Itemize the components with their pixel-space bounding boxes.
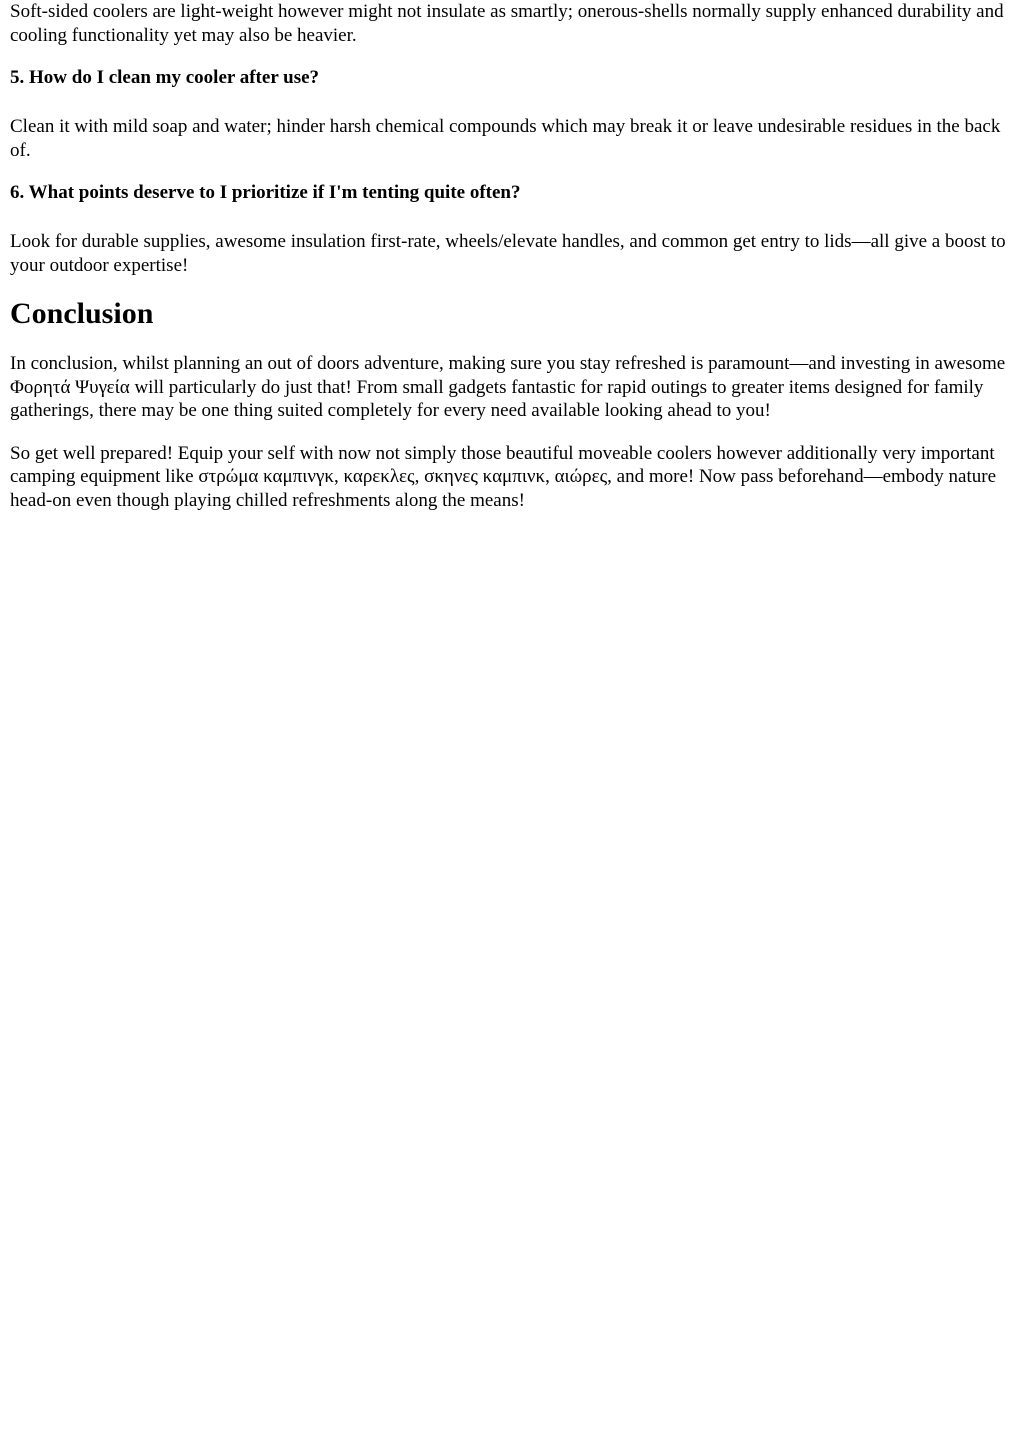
article-content <box>0 0 1024 512</box>
faq-answer-5: Clean it with mild soap and water; hinder harsh chemical compounds which may break it or leave undesirable residues in the back of. <box>10 116 1001 161</box>
link-camping-tents[interactable]: σκηνες καμπινκ <box>424 466 546 487</box>
faq-answer-4: Soft-sided coolers are light-weight however might not insulate as smartly; onerous-shells normally supply enhanced durability and cooling functionality yet may also be heavier. <box>10 1 1004 46</box>
link-hammocks[interactable]: αιώρες <box>554 466 608 487</box>
conclusion-p2-text-start: So get well prepared! Equip your self with now not simply those beautiful moveable coolers however additionally very important camping equipment like <box>10 442 995 487</box>
conclusion-paragraph-1 <box>10 352 1014 423</box>
separator: , <box>333 466 344 487</box>
conclusion-p2-text-end: , and more! Now pass beforehand—embody nature head-on even though playing chilled refreshments along the means! <box>10 466 997 511</box>
separator: , <box>414 466 425 487</box>
faq-question-5: 5. How do I clean my cooler after use? <box>10 67 320 88</box>
faq-answer-6: Look for durable supplies, awesome insulation first-rate, wheels/elevate handles, and common get entry to lids—all give a boost to your outdoor expertise! <box>10 231 1006 276</box>
link-chairs[interactable]: καρεκλες <box>343 466 415 487</box>
faq-question-6: 6. What points deserve to I prioritize if I'm tenting quite often? <box>10 182 521 203</box>
conclusion-p1-text-end: will particularly do just that! From small gadgets fantastic for rapid outings to greater items designed for family gatherings, there may be one thing suited completely for every need available looking ahead to you! <box>10 376 984 421</box>
conclusion-heading: Conclusion <box>10 297 154 330</box>
link-portable-coolers[interactable]: Φορητά Ψυγεία <box>10 376 130 398</box>
conclusion-paragraph-2 <box>10 442 1014 513</box>
link-camping-mattress[interactable]: στρώμα καμπινγκ <box>198 466 334 487</box>
conclusion-p1-text-start: In conclusion, whilst planning an out of doors adventure, making sure you stay refreshed is paramount—and investing in awesome <box>10 353 1006 374</box>
separator: , <box>545 466 555 487</box>
